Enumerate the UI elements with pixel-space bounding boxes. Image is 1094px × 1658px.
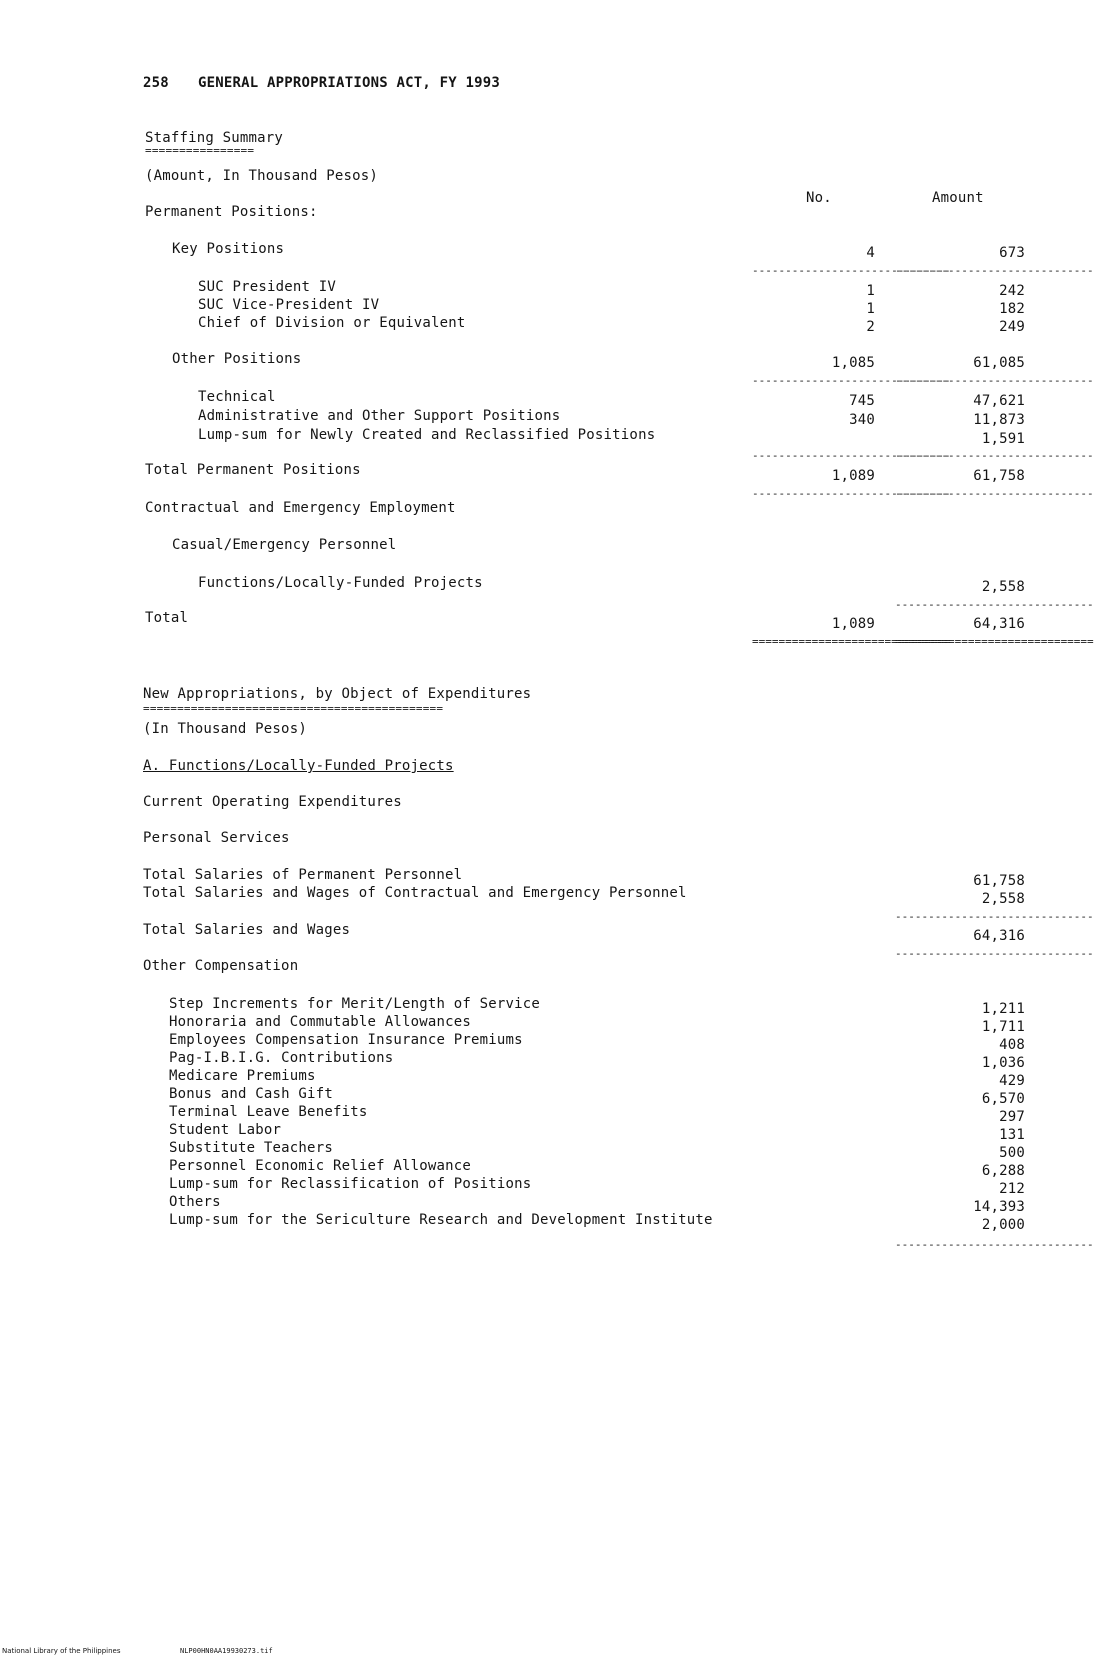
- total-no: 1,089: [831, 616, 875, 632]
- key-item-amount: 242: [999, 283, 1025, 299]
- rule-dash: ------------------------------: [752, 487, 951, 500]
- staffing-heading-underline: ================: [145, 144, 255, 157]
- compensation-item-label: Personnel Economic Relief Allowance: [169, 1158, 472, 1174]
- compensation-item-label: Terminal Leave Benefits: [169, 1104, 368, 1120]
- salary-amount: 61,758: [973, 873, 1025, 889]
- total-amount: 64,316: [973, 616, 1025, 632]
- compensation-item-label: Bonus and Cash Gift: [169, 1086, 333, 1102]
- section-a-heading: A. Functions/Locally-Funded Projects: [143, 758, 454, 774]
- compensation-item-label: Others: [169, 1194, 221, 1210]
- compensation-item-amount: 212: [999, 1181, 1025, 1197]
- rule-dash: ------------------------------: [752, 449, 951, 462]
- document-title: GENERAL APPROPRIATIONS ACT, FY 1993: [198, 75, 501, 91]
- compensation-item-amount: 2,000: [981, 1217, 1025, 1233]
- other-positions-amount: 61,085: [973, 355, 1025, 371]
- permanent-positions-label: Permanent Positions:: [145, 204, 318, 220]
- contractual-label: Contractual and Emergency Employment: [145, 500, 456, 516]
- compensation-item-amount: 1,711: [981, 1019, 1025, 1035]
- salary-amount: 2,558: [981, 891, 1025, 907]
- compensation-item-amount: 500: [999, 1145, 1025, 1161]
- key-positions-no: 4: [866, 245, 875, 261]
- key-item-amount: 249: [999, 319, 1025, 335]
- other-item-amount: 11,873: [973, 412, 1025, 428]
- compensation-item-label: Honoraria and Commutable Allowances: [169, 1014, 472, 1030]
- staffing-unit: (Amount, In Thousand Pesos): [145, 168, 378, 184]
- casual-label: Casual/Emergency Personnel: [172, 537, 397, 553]
- key-item-no: 1: [866, 283, 875, 299]
- compensation-item-label: Pag-I.B.I.G. Contributions: [169, 1050, 394, 1066]
- other-positions-label: Other Positions: [172, 351, 302, 367]
- footer-file: NLP00HN0AA19930273.tif: [180, 1647, 273, 1655]
- total-permanent-no: 1,089: [831, 468, 875, 484]
- rule-dash: ------------------------------: [895, 487, 1094, 500]
- compensation-item-label: Lump-sum for the Sericulture Research and Development Institute: [169, 1212, 713, 1228]
- other-positions-no: 1,085: [831, 355, 875, 371]
- compensation-item-label: Medicare Premiums: [169, 1068, 316, 1084]
- total-permanent-label: Total Permanent Positions: [145, 462, 361, 478]
- compensation-item-label: Step Increments for Merit/Length of Service: [169, 996, 541, 1012]
- key-item-no: 2: [866, 319, 875, 335]
- key-item-label: SUC Vice-President IV: [198, 297, 380, 313]
- rule-dash: ------------------------------: [895, 264, 1094, 277]
- rule-dash: ------------------------------: [895, 947, 1094, 960]
- rule-dash: ------------------------------: [895, 1238, 1094, 1251]
- other-item-label: Administrative and Other Support Positions: [198, 408, 561, 424]
- compensation-item-amount: 1,211: [981, 1001, 1025, 1017]
- current-operating-label: Current Operating Expenditures: [143, 794, 402, 810]
- other-item-no: 340: [849, 412, 875, 428]
- other-item-amount: 1,591: [981, 431, 1025, 447]
- compensation-item-amount: 297: [999, 1109, 1025, 1125]
- compensation-item-amount: 6,570: [981, 1091, 1025, 1107]
- column-header-no: No.: [806, 190, 832, 206]
- compensation-item-label: Student Labor: [169, 1122, 282, 1138]
- rule-double: ==============================: [752, 635, 951, 648]
- compensation-item-label: Employees Compensation Insurance Premiums: [169, 1032, 523, 1048]
- key-item-no: 1: [866, 301, 875, 317]
- compensation-item-label: Lump-sum for Reclassification of Positions: [169, 1176, 532, 1192]
- total-label: Total: [145, 610, 189, 626]
- compensation-item-amount: 131: [999, 1127, 1025, 1143]
- staffing-heading: Staffing Summary: [145, 130, 284, 146]
- compensation-item-amount: 429: [999, 1073, 1025, 1089]
- other-item-no: 745: [849, 393, 875, 409]
- compensation-item-amount: 6,288: [981, 1163, 1025, 1179]
- compensation-item-amount: 408: [999, 1037, 1025, 1053]
- appropriations-heading: New Appropriations, by Object of Expenditures: [143, 686, 532, 702]
- other-item-amount: 47,621: [973, 393, 1025, 409]
- other-compensation-label: Other Compensation: [143, 958, 299, 974]
- appropriations-unit: (In Thousand Pesos): [143, 721, 307, 737]
- page-number: 258: [143, 75, 169, 91]
- salary-label: Total Salaries and Wages of Contractual and Emergency Personnel: [143, 885, 687, 901]
- total-salaries-label: Total Salaries and Wages: [143, 922, 351, 938]
- total-salaries-amount: 64,316: [973, 928, 1025, 944]
- rule-double: ==============================: [895, 635, 1094, 648]
- footer-library: National Library of the Philippines: [2, 1647, 121, 1655]
- key-positions-amount: 673: [999, 245, 1025, 261]
- total-permanent-amount: 61,758: [973, 468, 1025, 484]
- key-item-label: Chief of Division or Equivalent: [198, 315, 466, 331]
- compensation-item-label: Substitute Teachers: [169, 1140, 333, 1156]
- compensation-item-amount: 1,036: [981, 1055, 1025, 1071]
- rule-dash: ------------------------------: [895, 910, 1094, 923]
- appropriations-heading-underline: ============================================: [143, 702, 444, 715]
- key-item-label: SUC President IV: [198, 279, 337, 295]
- column-header-amount: Amount: [932, 190, 984, 206]
- functions-label: Functions/Locally-Funded Projects: [198, 575, 483, 591]
- rule-dash: ------------------------------: [752, 374, 951, 387]
- compensation-item-amount: 14,393: [973, 1199, 1025, 1215]
- functions-amount: 2,558: [981, 579, 1025, 595]
- other-item-label: Lump-sum for Newly Created and Reclassified Positions: [198, 427, 656, 443]
- rule-dash: ------------------------------: [895, 598, 1094, 611]
- rule-dash: ------------------------------: [895, 374, 1094, 387]
- rule-dash: ------------------------------: [752, 264, 951, 277]
- key-item-amount: 182: [999, 301, 1025, 317]
- personal-services-label: Personal Services: [143, 830, 290, 846]
- rule-dash: ------------------------------: [895, 449, 1094, 462]
- other-item-label: Technical: [198, 389, 276, 405]
- key-positions-label: Key Positions: [172, 241, 285, 257]
- salary-label: Total Salaries of Permanent Personnel: [143, 867, 463, 883]
